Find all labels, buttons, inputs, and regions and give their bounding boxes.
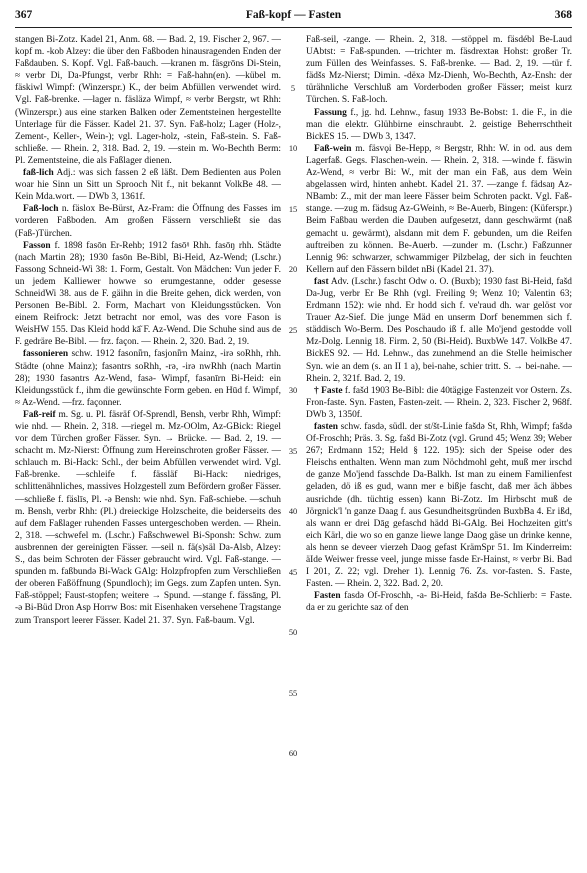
entry-headword: fast bbox=[314, 276, 329, 287]
entry-headword: fasten bbox=[314, 422, 338, 432]
dictionary-entry bbox=[15, 409, 281, 627]
entry-continuation bbox=[306, 34, 572, 107]
dictionary-entry bbox=[306, 590, 572, 614]
entry-text: schw. 1912 fasoni̊rn, fasjoni̊rn Mainz, -irǝ soRhh, rhh. Städte (ohne Mainz); fasǝntrs soRhh, -rǝ, -irǝ nwRhh (nach Martin 28); 1930 fasǝntrs Az-Wend, fasǝ- Wimpf, fasǝnīrn Bi-Heid: ein Kleidungsstück f., ihm die gewünschte Form geben. en Hūd f. Wimpf, ≈ Az-Wend. —frz. façonner. bbox=[15, 349, 281, 408]
dictionary-entry bbox=[306, 385, 572, 421]
entry-text: m. Sg. u. Pl. fäsräf Of-Sprendl, Bensh, verbr Rhh, Wimpf: wie nhd. — Rhein. 2, 318. —riegel m. Mz-OOlm, Az-GBick: Riegel vor dem Türchen großer Fässer. Syn. → Brücke. — Bad. 2, 19. —schacht m. Mz-Nierst: Öffnung zum Hereinschroten großer Fässer. —schlauch m. Bi-Hack: Schl., der beim Abfüllen verwendet wird. Vgl. Faß-brenke. —schleife f. fässläf Bi-Hack: niedriges, schlittenähnliches, massives Holzgestell zum Befördern großer Fässer. —schließe f. fäslīs, Pl. -ǝ Bensh: wie nhd. Syn. Faß-schiebe. —schuh m. Bensh, verbr Rhh: (Pl.) dreieckige Holzscheite, die beiderseits des auf dem Faßlager ruhenden Fasses untergeschoben werden. — Rhein. 2, 318. —schwefel m. (Lschr.) Faßschwewel Bi-Sponsh: Schw. zum ausbrennen der gereinigten Fässer. —seil n. fä(s)säl Da-Alsb, Alzey: S., das beim Schroten der Fässer gebraucht wird. Vgl. Faß-stange. —spunden m. faßbundǝ Bi-Wack GAlg: Holzpfropfen zum Verschließen der oberen Faßöffnung (Spundloch); im Gegs. zum Zapfen unten. Syn. Faß-stöppel; Faust-stopfen; weitere → Spund. —stange f. fässāng, Pl. -ǝ Bi-Büd Dron Asp Horrw Bos: mit Eisenhaken versehene Tragstange zum Transport leerer Fässer. Kadel 21. 37. Syn. Faß-baum. Vgl. bbox=[15, 409, 281, 626]
entry-text: Faß-seil, -zange. — Rhein. 2, 318. —stöppel m. fäsdébl Be-Laud UAbtst: = Faß-spunden. —trichter m. fäsdrextǝʀ Hohst: großer Tr. zum Füllen des Weinfasses. S. Faß-brenke. — Bad. 2, 19. —tür f. fädšs Mz-Nierst; Dimin. -dëxǝ Mz-Dienh, Wo-Bechth, Az-Ensh: der türähnliche Verschluß am Vorderboden großer Fässer; meist kurz Türchen. S. Faß-loch. bbox=[306, 35, 572, 106]
line-number: 20 bbox=[288, 265, 298, 274]
entry-text: f., jg. hd. Lehnw., fasuŋ 1933 Be-Bobst: 1. die F., in die man die elektr. Glühbirne einschraubt. 2. geistige Beherrschtheit BickES 15. — DWb 3, 1347. bbox=[306, 107, 572, 142]
entry-text: f. fašd 1903 Be-Bibl: die 40tägige Fastenzeit vor Ostern. Zs. Fron-faste. Syn. Fasten, Fasten-zeit. — Rhein. 2, 323. Fischer 2, 968f. DWb 3, 1350f. bbox=[306, 385, 572, 420]
entry-headword: Faß-loch bbox=[23, 204, 59, 215]
entry-text: f. 1898 fasōn Er-Rehb; 1912 fasōᵑ Rhh. fasōŋ rhh. Städte (nach Martin 28); 1930 fasōn Be-Bibl, Bi-Heid, Az-Wend; (Lschr.) Fassong Schneid-Wi 38: 1. Form, Gestalt. Von Mädchen: Vun jeder F. un jedem Kalliewer howwe so erumgestanne, odder gesesse SchneidWi 38. aus de F. gäihn in die Breite gehen, dick werden, von Personen Be-Bibl. 2. Form, Machart von Kleidungsstücken. Von einem Reifrock: Jetzt betracht nor emol, was des vore Fason is WeisHW 155. Das Kleid hodd kā͂ F. Az-Wend. Die Schuhe sind aus de F. gedräre Be-Bibl. — frz. façon. — Rhein. 2, 320. Bad. 2, 19. bbox=[15, 240, 281, 348]
dictionary-entry bbox=[306, 421, 572, 590]
line-number: 5 bbox=[290, 83, 296, 93]
running-title: Faß-kopf — Fasten bbox=[245, 9, 342, 21]
page-number-right: 368 bbox=[554, 9, 572, 21]
line-number: 50 bbox=[288, 628, 298, 637]
dictionary-entry bbox=[15, 348, 281, 408]
entry-headword: Fasten bbox=[314, 591, 341, 602]
line-number: 45 bbox=[288, 567, 298, 577]
entry-text: n. fäslox Be-Bürst, Az-Fram: die Öffnung des Fasses im vorderen Faßboden. Am großen Fässern verschließt sie das (Faß-)Türchen. bbox=[15, 204, 281, 239]
entry-headword: faß-lich bbox=[23, 168, 54, 179]
dictionary-entry bbox=[15, 203, 281, 239]
right-column bbox=[306, 34, 572, 866]
entry-headword: fassonieren bbox=[23, 349, 69, 360]
dictionary-entry bbox=[306, 107, 572, 143]
entry-headword: † Faste bbox=[314, 385, 343, 396]
dictionary-entry bbox=[15, 240, 281, 349]
entry-text: Adv. (Lschr.) fascht Odw o. O. (Buxb); 1930 fast Bi-Heid, fašd Da-Jug, verbr Er Be Rhh (vgl. Freiling 9; Wenz 10; Valentin 63; Erdmann 152): wie nhd. Er hodd sich f. ve'raud dh. war gelöst vor Trauer Az-Sief. Die junge Mäd en unserm Dorf benemmen sich f. städdisch Wo-Berm. Des Poschaudo iß f. alle Mo'jend gestodde voll Mz-Dolg. Lennig 18. Firm. 2, 50 (Bi-Heid). BuxbWe 147. VolkBe 47. BickES 92. — Hd. Lehnw., das zunehmend an die Stelle heimischer Syn. wie an dem (s. an II 1 a), bei-nahe, schier tritt. S. → bei-nahe. — Rhein. 2, 321f. Bad. 2, 19. bbox=[306, 276, 572, 384]
entry-text: stangen Bi-Zotz. Kadel 21, Anm. 68. — Bad. 2, 19. Fischer 2, 967. —kopf m. -kob Alzey: die über den Faßboden hinausragenden Enden der Faßdauben. S. Kopf. Vgl. Faß-bauch. —kranen m. fäsgrōns Di-Stein, ≈ verbr Di, Da-Pfungst, verbr Rhh: = Faß-hahn(en). —kübel m. fäskiwl Wimpf: (Winzerspr.) K., der beim Abfüllen verwendet wird. Vgl. Faß-brenke. —lager n. fäsläzǝ Wimpf, ≈ verbr Bergstr, wt Rhh: (Winzerspr.) aus eine starken Balken oder Zementsteinen hergestellte Unterlage für die Fässer. Kadel 21. 37. Syn. Faß-holz; Lager (Holz-, Zement-, Keller-, Wein-); vgl. Lager-holz, -stein, Faß-stein. S. Faß-schließe. — Rhein. 2, 318. Bad. 2, 19. —stein m. Wo-Bechth Berm: Pl. Zementsteine, die als Faßlager dienen. bbox=[15, 35, 281, 166]
dictionary-entry bbox=[306, 276, 572, 385]
line-number: 15 bbox=[288, 204, 298, 214]
page-header bbox=[15, 9, 572, 25]
line-number: 55 bbox=[288, 688, 298, 698]
entry-headword: Faß-wein bbox=[314, 143, 352, 154]
line-number: 35 bbox=[288, 446, 298, 456]
page-number-left: 367 bbox=[15, 9, 33, 21]
entry-text: schw. fasdǝ, südl. der st/št-Linie fašdǝ St, Rhh, Wimpf; fašdǝ Of-Froschh; Präs. 3. Sg. fašd Bi-Zotz (vgl. Grund 45; Wenz 39; Weber 267; Erdmann 152; Held § 122. 195): sich der Speise oder des Fleischs enthalten. Wenn man zum Nöchdmohl geht, muß mer irschd de ganze Mo'jend fasschde Da-Balkh. Ist man zu einem Familienfest geladen, dö iß es gud, wann mer e bißje fascht, daß mer äch äbbes ausrichde (dh. tüchtig essen) kann Bi-Zotz. Im Hirbscht muß de Jörgnick'l 'n ganze Daag f. aus Gesundheitsgründen BuxbBa 4. Er ißd, als wann er drei Dāg gefaschd hädd Bi-GAlg. Bei Hochzeiten gitt's eich Kärl, die wo so en ganze liewe lange Daog gäse un drinke kenne, als henn se deveer vierzeh Daog gefast KrämSpr 51. Im Kinderreim: äIde Weiwer fresse veel, junge misse fasde Er-Hainst, ≈ verbr Bi. Bad I 201, Z. 22; vgl. Dreher 1). Lennig 76. Zs. vor-fasten. S. Faste, Fasten. — Rhein. 2, 322. Bad. 2, 20. bbox=[306, 422, 572, 590]
header-rule bbox=[15, 27, 572, 28]
line-number: 40 bbox=[288, 507, 298, 516]
line-number: 25 bbox=[288, 325, 298, 335]
entry-headword: Faß-reif bbox=[23, 409, 56, 420]
entry-text: m. fäsvǫi Be-Hepp, ≈ Bergstr, Rhh: W. in od. aus dem Lagerfaß. Gegs. Flaschen-wein. — Rhein. 2, 318. —winde f. fäswin Az-Wend, ≈ verbr Bi: W., mit der man ein Faß, aus dem Wein abgelassen wird, hinten anhebt. Kadel 21. 37. —zange f. fädsaŋ Az-NBamb: Z., mit der man leere Fässer beim Schroten packt. Vgl. Faß-stange. —zug m. fädsug Az-GWeinh, ≈ Be-Auerb, Bingen: (Küferspr.) Beim Faßbau werden die Dauben aufgesetzt, dann geschwärmt (naß gemacht u. gewärmt), alsdann mit dem F. gebunden, um die Reifen auftreiben zu können. Be-Auerb. —zunder m. (Lschr.) Faßzunner Lennig 96: schwarzer, schwammiger Pilzbelag, der sich in feuchten Kellern auf den Fässern bildet nBi (Kadel 21. 37). bbox=[306, 143, 572, 275]
entry-text: Adj.: was sich fassen 2 eß läßt. Dem Bedienten aus Polen woar hie Sinn un Sitt un Sprooch Nit f., nit bekannt VolkBe 48. — Kein Mda.wort. — DWb 3, 1361f. bbox=[15, 168, 281, 203]
dictionary-entry bbox=[15, 167, 281, 203]
line-number: 30 bbox=[288, 386, 298, 395]
entry-text: fasdǝ Of-Froschh, -a- Bi-Heid, fašdǝ Be-Schlierb: = Faste. da er zu gerichte saz of den bbox=[306, 591, 572, 614]
line-number: 10 bbox=[288, 144, 298, 153]
line-number: 60 bbox=[288, 749, 298, 758]
dictionary-entry bbox=[306, 143, 572, 276]
left-column bbox=[15, 34, 281, 866]
entry-headword: Fassung bbox=[314, 107, 347, 118]
entry-headword: Fasson bbox=[23, 240, 51, 251]
entry-continuation bbox=[15, 34, 281, 167]
